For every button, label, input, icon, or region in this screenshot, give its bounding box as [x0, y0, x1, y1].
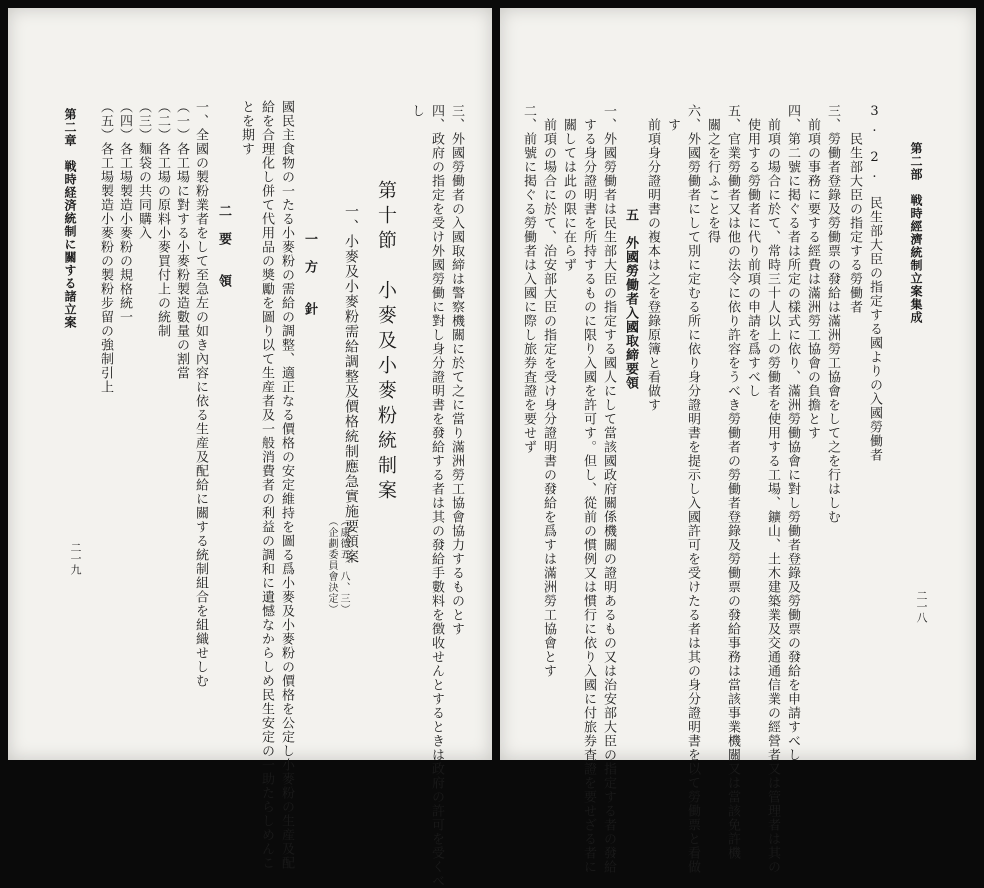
running-header: 第二章 戦時経済統制に關する諸立案 [63, 108, 77, 329]
book-gutter [492, 0, 500, 768]
outline-item: （三）麵袋の共同購入 [136, 100, 151, 240]
text-line: 3. 2. 民生部大臣の指定する國よりの入國勞働者 [867, 104, 882, 462]
running-header: 第二部 戦時經濟統制立案集成 [909, 142, 923, 324]
outline-item: 一、全國の製粉業者をして至急左の如き內容に依る生産及配給に關する統制組合を組織せしむ [193, 100, 208, 688]
left-page [8, 8, 492, 888]
section-title: 第十節 小麥及小麥粉統制案 [375, 180, 397, 505]
outline-item: （四）各工場製造小麥粉の規格統一 [117, 100, 132, 324]
text-line: 三、勞働者登錄及勞働票の發給は滿洲勞工協會をして之を行はしむ [825, 104, 840, 524]
policy-text: 給を合理化し併て代用品の奬勵を圖り以て生産者及一般消費者の利益の調和に遺憾なからしめ民生安定の一助たらしめんこ [259, 100, 274, 870]
subsection-note: （康德五、八、三） [338, 516, 349, 615]
section-heading-outline: 二 要 領 [216, 204, 231, 288]
text-line: 前項の事務に要する經費は滿洲勞工協會の負擔とす [805, 104, 820, 440]
text-line: 前項の場合に於て、常時三十人以上の勞働者を使用する工場、鑛山、土木建築業及交通通信業の經營者又は管理者は其の [765, 104, 780, 874]
continuation-text: 三、外國勞働者の入國取締は警察機關に於て之に當り滿洲勞工協會協力するものとす [449, 104, 464, 636]
text-line: 五、官業勞働者又は他の法令に依り許容をうべき勞働者の勞働者登錄及勞働票の發給事務は當該事業機關又は當該免許機 [725, 104, 740, 860]
page-number: 二一八 [915, 590, 928, 623]
text-line: 前項身分證明書の複本は之を登錄原簿と看做す [645, 104, 660, 412]
text-line: 六、外國勞働者にして別に定むる所に依り身分證明書を提示し入國許可を受けたる者は其の身分證明書を以て勞働票と看做 [685, 104, 700, 874]
subsection-title: 一、小麥及小麥粉需給調整及價格統制應急實施要領案 [343, 204, 359, 564]
text-line: 民生部大臣の指定する勞働者 [847, 104, 862, 314]
text-line: 使用する勞働者に代り前項の申請を爲すべし [745, 104, 760, 398]
page-number: 二一九 [69, 542, 82, 575]
outline-item: （五）各工場製造小麥粉の製粉步留の強制引上 [98, 100, 113, 394]
outline-item: （二）各工場の原料小麥買付上の統制 [155, 100, 170, 338]
text-line: 前項の場合に於て、治安部大臣の指定を受け身分證明書の發給を爲すは滿洲勞工協會とす [541, 104, 556, 678]
continuation-text: 四、政府の指定を受け外國勞働に對し身分證明書を發給する者は其の發給手數料を徴收せんとするときは政府の許可を受くべ [429, 104, 444, 888]
right-page [500, 8, 976, 874]
outline-item: （一）各工場に對する小麥粉製造數量の割當 [174, 100, 189, 380]
policy-text: とを期す [239, 100, 254, 156]
policy-text: 國民主食物の一たる小麥粉の需給の調整、適正なる價格の安定維持を圖る爲小麥及小麥粉の價格を公定し小麥粉の生産及配 [279, 100, 294, 870]
text-line: 關之を行ふことを得 [705, 104, 720, 244]
text-line: 關しては此の限に在らず [561, 104, 576, 272]
section-heading: 五 外國勞働者入國取締要領 [623, 208, 638, 390]
text-line: す [665, 104, 680, 132]
text-line: 一、外國勞働者は民生部大臣の指定する國人にして當該國政府關係機關の證明あるもの又は治安部大臣の指定する者の發給 [601, 104, 616, 874]
text-line: 二、前號に掲ぐる勞働者は入國に際し旅券査證を要せず [521, 104, 536, 454]
text-line: する身分證明書を所持するものに限り入國を許可す。但し、從前の慣例又は慣行に依り入國に付旅券査證を要せざる者に [581, 104, 596, 874]
continuation-text: し [409, 104, 424, 118]
subsection-note: （企劃委員會決定） [326, 516, 337, 615]
section-heading-policy: 一 方 針 [302, 232, 317, 316]
text-line: 四、第二號に掲ぐる者は所定の樣式に依り、滿洲勞働協會に對し勞働者登錄及勞働票の發給を申請すべし [785, 104, 800, 762]
